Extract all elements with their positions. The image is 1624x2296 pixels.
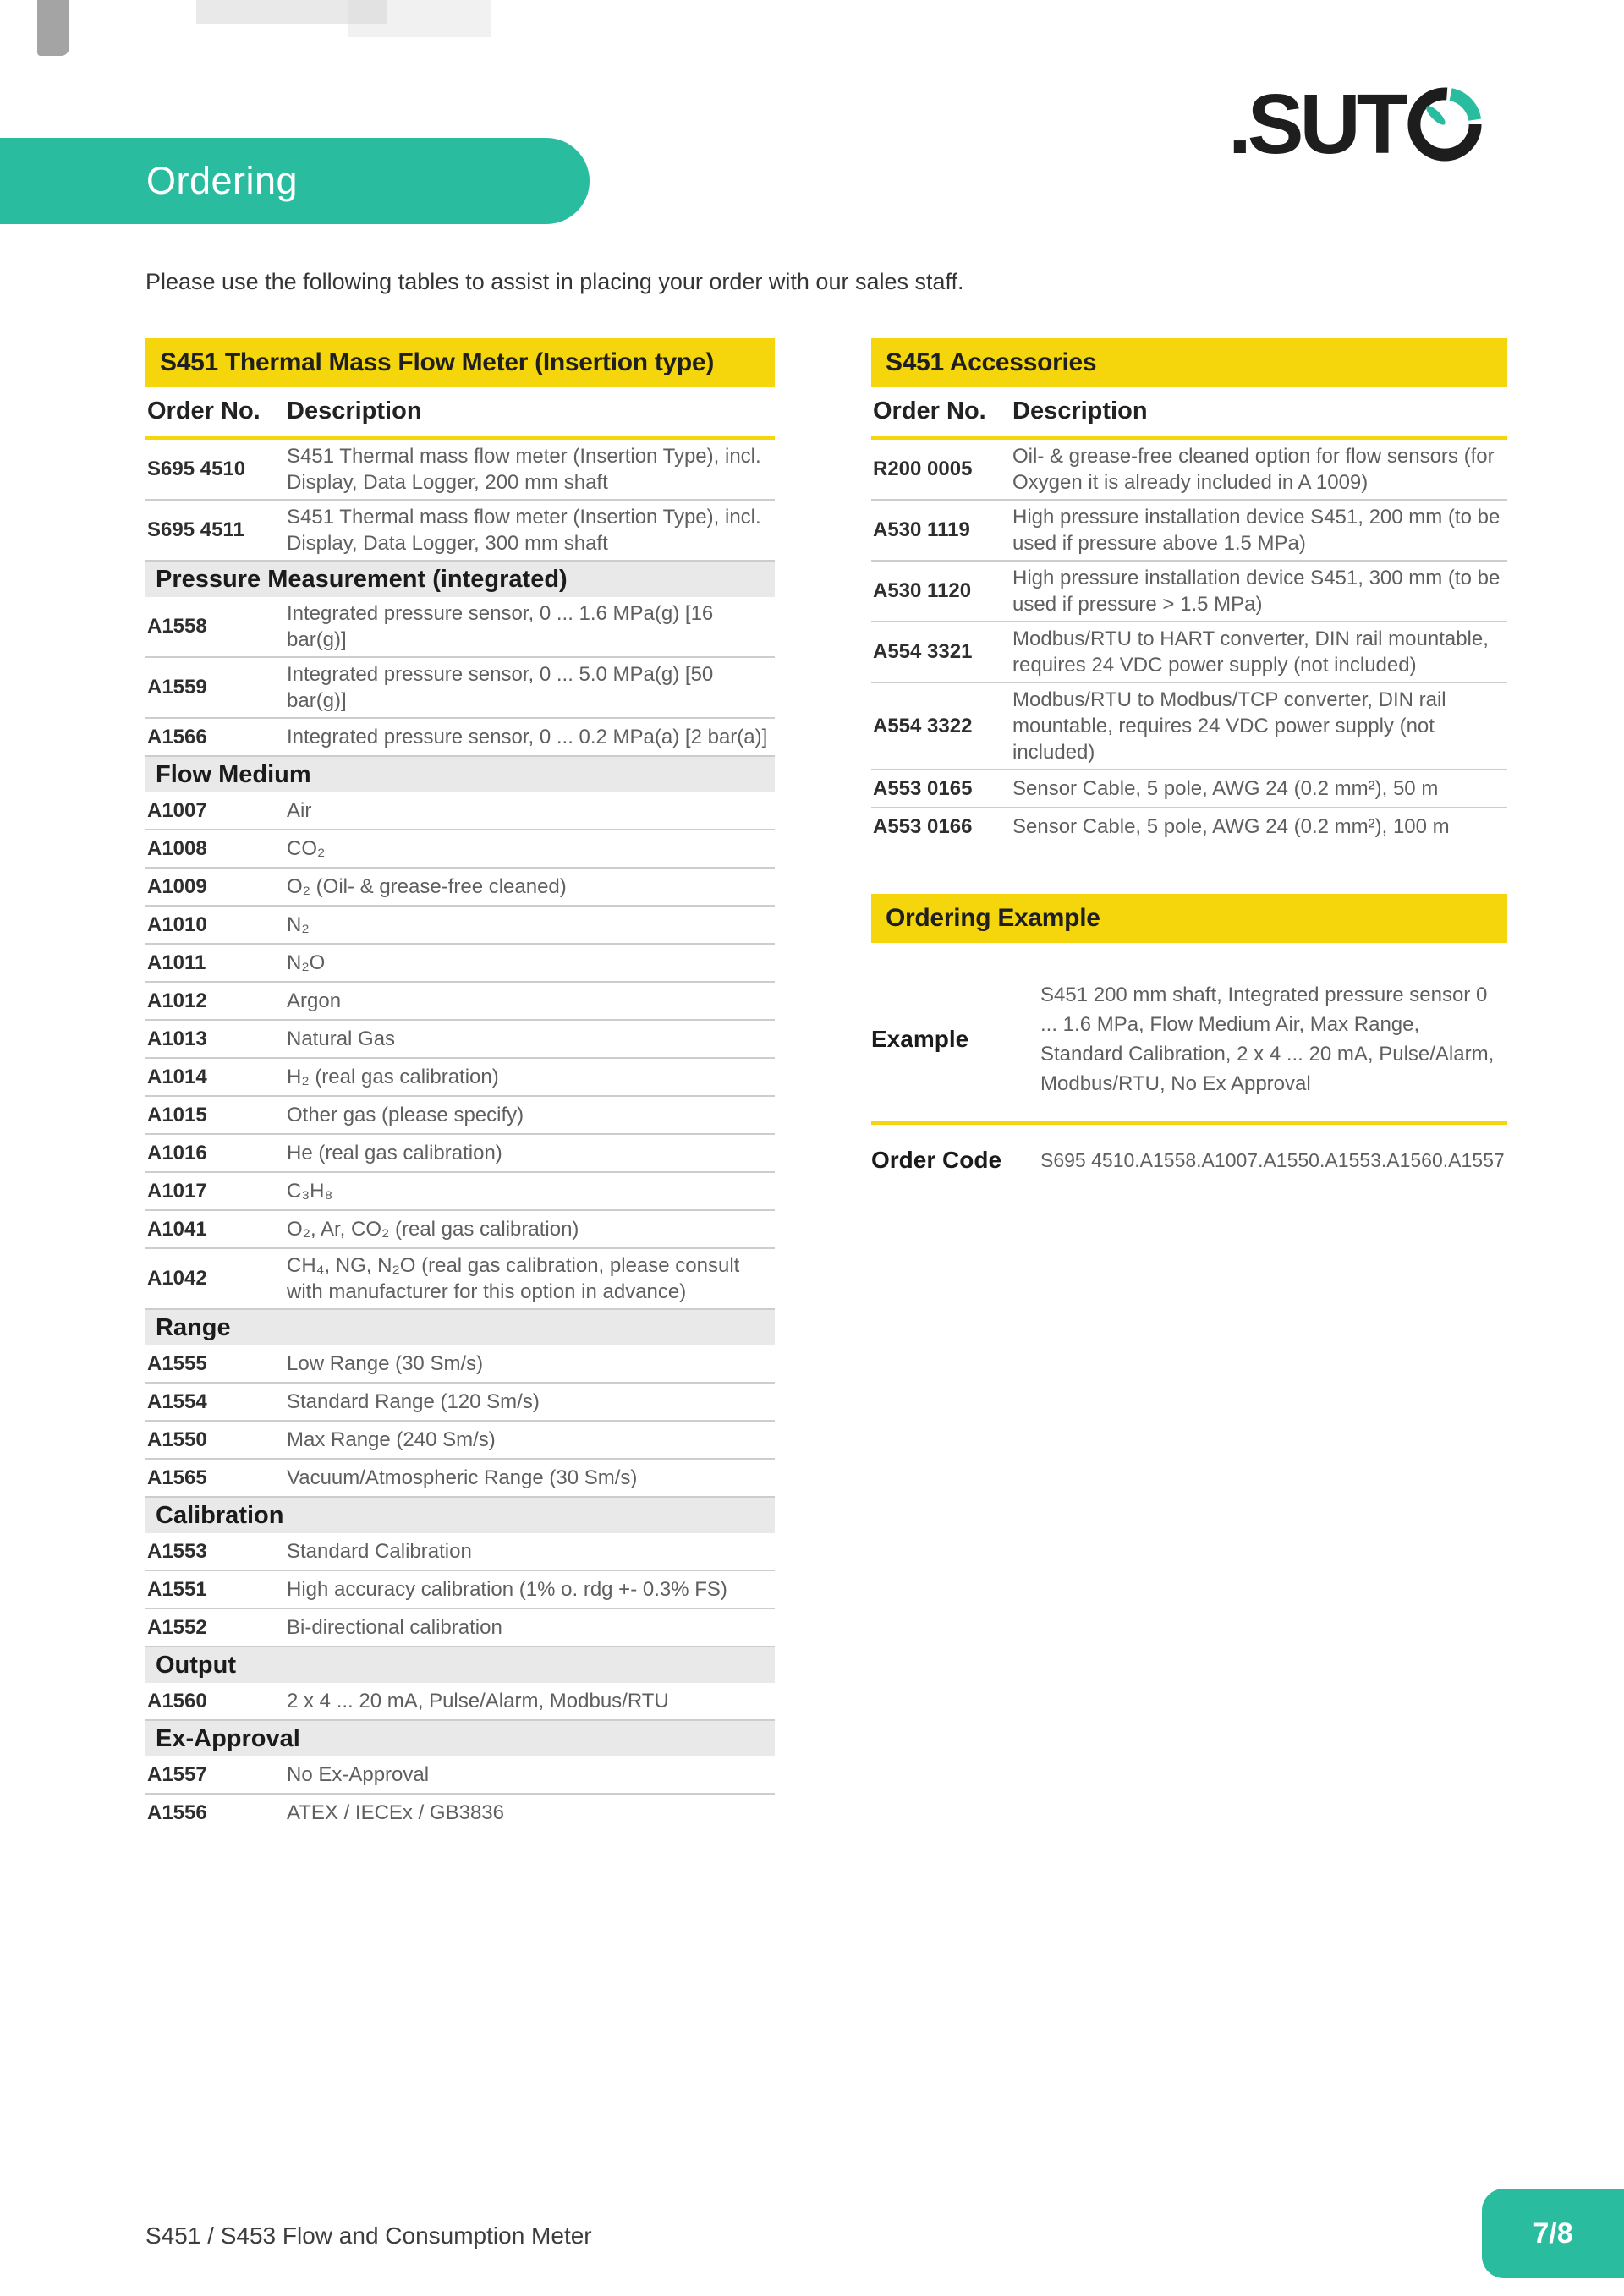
scan-artifact bbox=[37, 0, 69, 56]
description-cell: Integrated pressure sensor, 0 ... 1.6 MPa(g) [16 bar(g)] bbox=[287, 602, 714, 651]
order-no-cell: A1007 bbox=[147, 798, 207, 822]
column-header-order-no: Order No. bbox=[873, 397, 986, 425]
table-row bbox=[871, 622, 1507, 683]
order-no-cell: A530 1120 bbox=[873, 579, 972, 602]
page-number: 7/8 bbox=[1533, 2217, 1573, 2249]
table-row bbox=[145, 1609, 775, 1647]
description-cell: C₃H₈ bbox=[287, 1180, 333, 1203]
description-cell: Air bbox=[287, 799, 312, 822]
description-cell: S451 Thermal mass flow meter (Insertion Type), incl. Display, Data Logger, 300 mm shaft bbox=[287, 506, 761, 555]
order-no-cell: A1556 bbox=[147, 1800, 207, 1824]
description-cell: O₂, Ar, CO₂ (real gas calibration) bbox=[287, 1218, 579, 1241]
order-code-row bbox=[871, 1125, 1507, 1196]
order-no-cell: A1008 bbox=[147, 836, 207, 860]
table-row bbox=[145, 501, 775, 562]
order-no-cell: A1560 bbox=[147, 1689, 207, 1712]
table-row bbox=[145, 1756, 775, 1795]
description-cell: High pressure installation device S451, 200 mm (to be used if pressure above 1.5 MPa) bbox=[1012, 506, 1501, 555]
order-no-cell: A1566 bbox=[147, 725, 207, 748]
table-row bbox=[871, 770, 1507, 808]
intro-text: Please use the following tables to assist in placing your order with our sales staff. bbox=[145, 269, 964, 294]
example-text: S451 200 mm shaft, Integrated pressure sensor 0 ... 1.6 MPa, Flow Medium Air, Max Range, Standard Calibration, 2 x 4 ... 20 mA, Pulse/Alarm, Modbus/RTU, No Ex Approval bbox=[1040, 984, 1495, 1095]
order-no-cell: A553 0165 bbox=[873, 776, 973, 800]
description-cell: He (real gas calibration) bbox=[287, 1142, 502, 1164]
description-cell: Sensor Cable, 5 pole, AWG 24 (0.2 mm²), 100 m bbox=[1012, 815, 1450, 838]
description-cell: Sensor Cable, 5 pole, AWG 24 (0.2 mm²), 50 m bbox=[1012, 777, 1439, 800]
description-cell: Vacuum/Atmospheric Range (30 Sm/s) bbox=[287, 1466, 638, 1489]
description-cell: Standard Range (120 Sm/s) bbox=[287, 1390, 540, 1413]
table-row bbox=[145, 869, 775, 907]
description-cell: Modbus/RTU to HART converter, DIN rail mountable, requires 24 VDC power supply (not included) bbox=[1012, 627, 1489, 677]
suto-logo bbox=[1228, 77, 1482, 172]
description-cell: Integrated pressure sensor, 0 ... 5.0 MPa(g) [50 bar(g)] bbox=[287, 663, 714, 712]
order-no-cell: A1555 bbox=[147, 1351, 207, 1375]
description-cell: CO₂ bbox=[287, 837, 326, 860]
description-cell: Argon bbox=[287, 989, 342, 1012]
table-row bbox=[145, 907, 775, 945]
table-row bbox=[145, 830, 775, 869]
table-row bbox=[145, 1345, 775, 1384]
order-no-cell: R200 0005 bbox=[873, 458, 973, 480]
order-no-cell: A530 1119 bbox=[873, 518, 970, 541]
order-no-cell: A1016 bbox=[147, 1141, 207, 1164]
table-row bbox=[145, 1211, 775, 1249]
table-row bbox=[871, 501, 1507, 562]
table-row bbox=[145, 1135, 775, 1173]
table-row bbox=[145, 1021, 775, 1059]
table-row bbox=[145, 1173, 775, 1211]
description-cell: High accuracy calibration (1% o. rdg +- 0.3% FS) bbox=[287, 1578, 727, 1601]
example-label: Example bbox=[871, 1026, 969, 1052]
table-row bbox=[145, 658, 775, 719]
description-cell: N₂O bbox=[287, 951, 326, 974]
section-label: Calibration bbox=[156, 1501, 284, 1529]
order-no-cell: A1551 bbox=[147, 1577, 207, 1601]
section-row bbox=[145, 1647, 775, 1683]
description-cell: O₂ (Oil- & grease-free cleaned) bbox=[287, 875, 567, 898]
order-no-cell: A1015 bbox=[147, 1103, 207, 1126]
table-row bbox=[145, 440, 775, 501]
description-cell: Max Range (240 Sm/s) bbox=[287, 1428, 496, 1451]
order-no-cell: A1565 bbox=[147, 1466, 207, 1489]
description-cell: N₂ bbox=[287, 913, 310, 936]
table-row bbox=[145, 1059, 775, 1097]
column-header-row bbox=[871, 387, 1507, 440]
description-cell: CH₄, NG, N₂O (real gas calibration, please consult with manufacturer for this option in advance) bbox=[287, 1254, 740, 1303]
table-row bbox=[145, 1683, 775, 1721]
section-label: Flow Medium bbox=[156, 760, 311, 788]
table-row bbox=[145, 1460, 775, 1498]
page-title: Ordering bbox=[146, 159, 299, 202]
table-row bbox=[145, 792, 775, 830]
order-no-cell: A1010 bbox=[147, 912, 207, 936]
footer-doc-title: S451 / S453 Flow and Consumption Meter bbox=[145, 2222, 592, 2249]
ordering-banner bbox=[0, 138, 590, 224]
order-no-cell: A1012 bbox=[147, 989, 207, 1012]
order-no-cell: A1554 bbox=[147, 1389, 207, 1413]
right-column bbox=[871, 338, 1507, 1196]
order-code-value: S695 4510.A1558.A1007.A1550.A1553.A1560.A1557 bbox=[1040, 1148, 1505, 1171]
order-no-cell: A1014 bbox=[147, 1065, 207, 1088]
table-row bbox=[145, 983, 775, 1021]
column-header-order-no: Order No. bbox=[147, 397, 261, 425]
table-row bbox=[145, 1422, 775, 1460]
section-label: Pressure Measurement (integrated) bbox=[156, 565, 568, 593]
order-no-cell: A1042 bbox=[147, 1267, 207, 1290]
table-row bbox=[145, 945, 775, 983]
section-row bbox=[145, 562, 775, 597]
description-cell: Low Range (30 Sm/s) bbox=[287, 1352, 484, 1375]
order-no-cell: S695 4510 bbox=[147, 458, 246, 480]
table-title: S451 Accessories bbox=[871, 338, 1507, 387]
description-cell: High pressure installation device S451, 300 mm (to be used if pressure > 1.5 MPa) bbox=[1012, 567, 1501, 616]
column-header-row bbox=[145, 387, 775, 440]
section-label: Range bbox=[156, 1313, 231, 1341]
order-no-cell: A1011 bbox=[147, 951, 206, 974]
description-cell: Integrated pressure sensor, 0 ... 0.2 MPa(a) [2 bar(a)] bbox=[287, 726, 768, 748]
order-no-cell: A1552 bbox=[147, 1615, 207, 1639]
table-row bbox=[871, 808, 1507, 845]
section-row bbox=[145, 1498, 775, 1533]
description-cell: Oil- & grease-free cleaned option for flow sensors (for Oxygen it is already included in A 1009) bbox=[1012, 445, 1495, 494]
order-no-cell: S695 4511 bbox=[147, 518, 244, 541]
table-row bbox=[871, 440, 1507, 501]
table-body bbox=[145, 440, 775, 1831]
table-row bbox=[145, 1249, 775, 1310]
order-no-cell: A1009 bbox=[147, 874, 207, 898]
description-cell: Other gas (please specify) bbox=[287, 1104, 524, 1126]
order-no-cell: A1017 bbox=[147, 1179, 207, 1203]
gauge-icon bbox=[1407, 87, 1482, 162]
table-row bbox=[145, 1097, 775, 1135]
order-no-cell: A1558 bbox=[147, 615, 207, 638]
table-row bbox=[145, 1571, 775, 1609]
page-number-badge bbox=[1482, 2189, 1624, 2278]
table-row bbox=[145, 1795, 775, 1831]
accessories-table bbox=[871, 338, 1507, 845]
flow-meter-table bbox=[145, 338, 775, 1831]
order-no-cell: A1041 bbox=[147, 1217, 207, 1241]
description-cell: 2 x 4 ... 20 mA, Pulse/Alarm, Modbus/RTU bbox=[287, 1690, 669, 1712]
section-label: Ex-Approval bbox=[156, 1724, 300, 1752]
table-row bbox=[871, 683, 1507, 770]
table-row bbox=[145, 1384, 775, 1422]
column-header-description: Description bbox=[1012, 397, 1148, 425]
order-no-cell: A1013 bbox=[147, 1027, 207, 1050]
section-row bbox=[145, 1310, 775, 1345]
order-no-cell: A554 3321 bbox=[873, 640, 973, 663]
order-no-cell: A554 3322 bbox=[873, 714, 973, 737]
order-no-cell: A1559 bbox=[147, 676, 207, 699]
order-code-label: Order Code bbox=[871, 1147, 1002, 1173]
column-header-description: Description bbox=[287, 397, 422, 425]
section-label: Output bbox=[156, 1651, 237, 1679]
section-row bbox=[145, 1721, 775, 1756]
table-row bbox=[145, 1533, 775, 1571]
table-body bbox=[871, 440, 1507, 845]
scan-artifact bbox=[348, 0, 491, 37]
order-no-cell: A1550 bbox=[147, 1427, 207, 1451]
order-no-cell: A1553 bbox=[147, 1539, 207, 1563]
description-cell: S451 Thermal mass flow meter (Insertion Type), incl. Display, Data Logger, 200 mm shaft bbox=[287, 445, 761, 494]
table-title: S451 Thermal Mass Flow Meter (Insertion type) bbox=[145, 338, 775, 387]
description-cell: H₂ (real gas calibration) bbox=[287, 1066, 499, 1088]
description-cell: Modbus/RTU to Modbus/TCP converter, DIN rail mountable, requires 24 VDC power supply (not included) bbox=[1012, 688, 1446, 764]
table-row bbox=[871, 562, 1507, 622]
ordering-example-section bbox=[871, 894, 1507, 1196]
order-no-cell: A553 0166 bbox=[873, 814, 973, 838]
description-cell: Natural Gas bbox=[287, 1027, 396, 1050]
description-cell: No Ex-Approval bbox=[287, 1763, 430, 1786]
section-row bbox=[145, 757, 775, 792]
order-no-cell: A1557 bbox=[147, 1762, 207, 1786]
description-cell: ATEX / IECEx / GB3836 bbox=[287, 1801, 504, 1824]
description-cell: Standard Calibration bbox=[287, 1540, 472, 1563]
table-row bbox=[145, 719, 775, 757]
logo-text: .SUT bbox=[1228, 77, 1404, 172]
example-row bbox=[871, 956, 1507, 1125]
table-row bbox=[145, 597, 775, 658]
description-cell: Bi-directional calibration bbox=[287, 1616, 502, 1639]
table-title: Ordering Example bbox=[871, 894, 1507, 943]
